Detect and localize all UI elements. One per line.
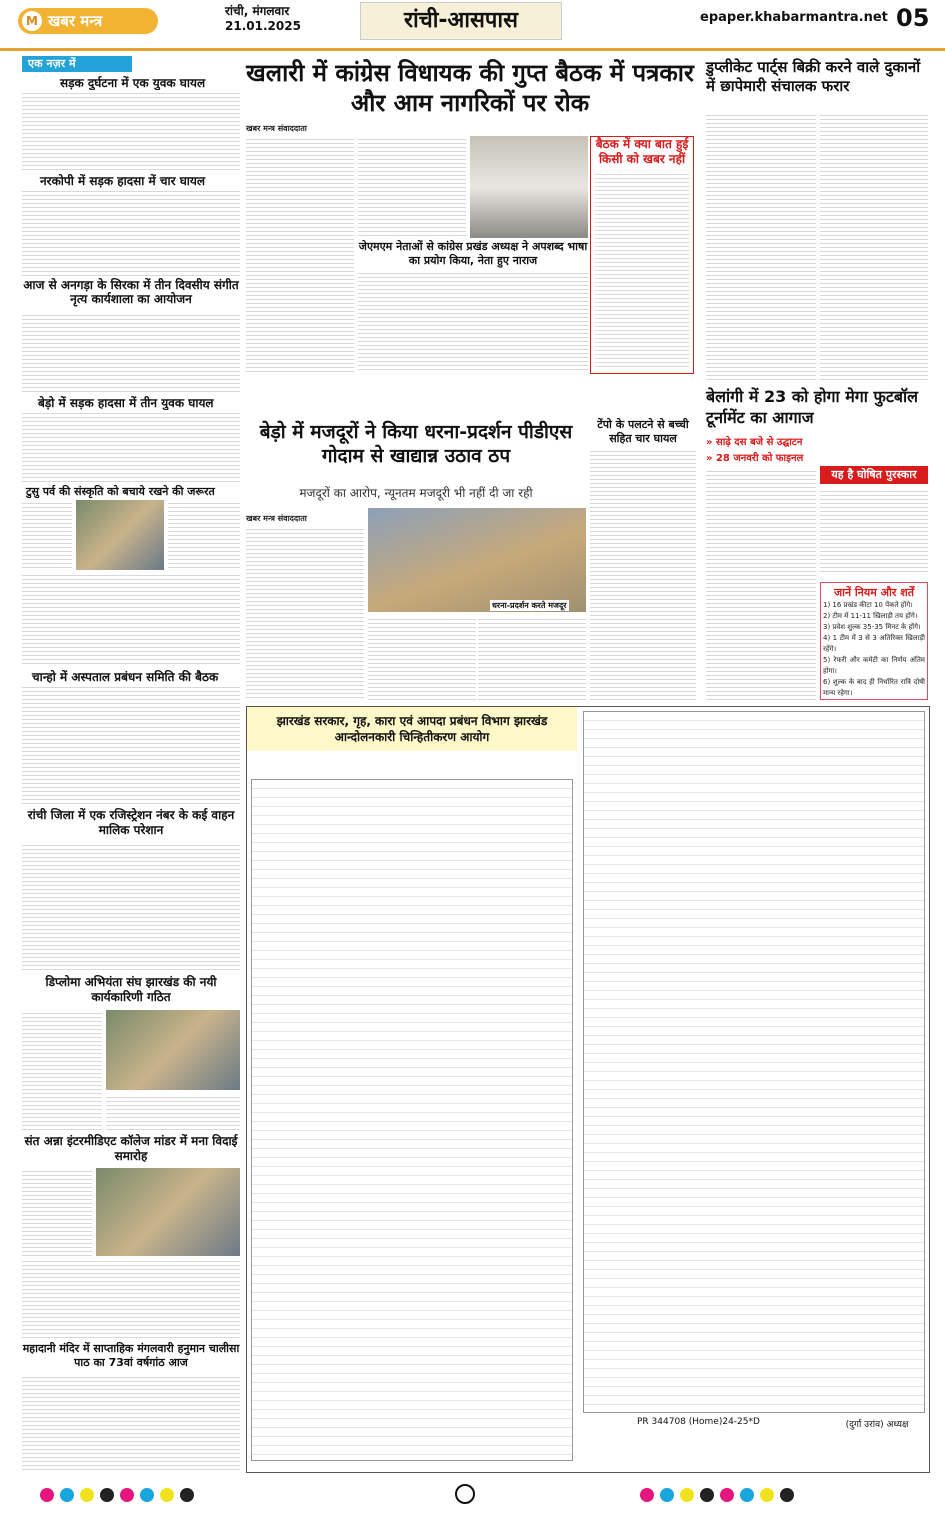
- headline: संत अन्ना इंटरमीडिएट कॉलेज मांडर में मना विदाई समारोह: [24, 1134, 238, 1163]
- article-text: [22, 1374, 240, 1470]
- prize-title: यह है घोषित पुरस्कार: [820, 466, 928, 484]
- color-dot: [780, 1488, 794, 1502]
- logo-icon: M: [22, 11, 42, 31]
- byline: खबर मन्त्र संवाददाता: [246, 124, 307, 133]
- article-text: [820, 112, 928, 382]
- color-dot: [40, 1488, 54, 1502]
- notice-table-left: [251, 779, 573, 1461]
- date-line: रांची, मंगलवार 21.01.2025: [225, 4, 301, 33]
- bero-headline: बेड़ो में मजदूरों ने किया धरना-प्रदर्शन पीडीएस गोदाम से खाद्यान्न उठाव ठप: [259, 421, 573, 467]
- rule-item: 3) प्रवेश शुल्क 35-35 मिनट के होंगे।: [823, 623, 921, 631]
- box-title: बैठक में क्या बात हुई किसी को खबर नहीं: [595, 137, 689, 166]
- point: » साढ़े दस बजे से उद्घाटन: [706, 437, 803, 448]
- section-tag: एक नज़र में: [22, 56, 132, 72]
- headline: आज से अनगड़ा के सिरका में तीन दिवसीय संगीत नृत्य कार्यशाला का आयोजन: [23, 278, 239, 306]
- color-dot: [740, 1488, 754, 1502]
- article-text: [168, 500, 240, 570]
- article-text: [22, 1010, 102, 1130]
- headline: टेंपो के पलटने से बच्ची सहित चार घायल: [597, 418, 689, 445]
- epaper-link[interactable]: epaper.khabarmantra.net: [700, 10, 888, 25]
- color-dot: [700, 1488, 714, 1502]
- color-dot: [760, 1488, 774, 1502]
- color-bar-right: [640, 1488, 794, 1502]
- rule-item: 5) रेफरी और कमेटी का निर्णय अंतिम होगा।: [823, 656, 925, 675]
- color-dot: [120, 1488, 134, 1502]
- notice-title: झारखंड सरकार, गृह, कारा एवं आपदा प्रबंधन विभाग झारखंड आन्दोलनकारी चिन्हितीकरण आयोग: [247, 707, 577, 751]
- color-dot: [640, 1488, 654, 1502]
- box-text: [595, 171, 689, 367]
- brand-logo[interactable]: [18, 8, 158, 34]
- brand-name: खबर मन्त्र: [48, 12, 103, 30]
- article-text: [368, 616, 476, 700]
- headline: नरकोपी में सड़क हादसा में चार घायल: [40, 174, 205, 188]
- article-text: [22, 188, 240, 276]
- govt-notice: [246, 706, 930, 1473]
- color-dot: [100, 1488, 114, 1502]
- color-dot: [140, 1488, 154, 1502]
- color-dot: [60, 1488, 74, 1502]
- color-dot: [720, 1488, 734, 1502]
- article-text: [106, 1094, 240, 1130]
- prize-text: [820, 488, 928, 574]
- article-text: [590, 448, 696, 700]
- headline: सड़क दुर्घटना में एक युवक घायल: [60, 76, 206, 90]
- page-number: 05: [896, 4, 930, 32]
- article-text: [22, 842, 240, 972]
- crosshair-icon: [455, 1484, 475, 1504]
- color-bar-left: [40, 1488, 194, 1502]
- section-title: रांची-आसपास: [360, 2, 562, 40]
- protest-photo: [368, 508, 586, 612]
- color-dot: [180, 1488, 194, 1502]
- article-text: [358, 136, 466, 236]
- lead-headline: खलारी में कांग्रेस विधायक की गुप्त बैठक में पत्रकार और आम नागरिकों पर रोक: [246, 59, 694, 117]
- headline: महादानी मंदिर में साप्ताहिक मंगलवारी हनुमान चालीसा पाठ का 73वां वर्षगांठ आज: [22, 1342, 240, 1369]
- article-text: [22, 410, 240, 482]
- article-text: [22, 684, 240, 804]
- vehicle-photo: [470, 136, 588, 238]
- article-text: [22, 90, 240, 170]
- rule-item: 1) 16 प्रखंड कीटा 10 पेंकते होंगे।: [823, 601, 913, 609]
- rule-item: 6) शुल्क के बाद ही निर्धारित रात्रि दोषी मान्य रहेगा।: [823, 678, 925, 697]
- article-text: [22, 312, 240, 392]
- photo-caption: जेएमएम नेताओं से कांग्रेस प्रखंड अध्यक्ष ने अपशब्द भाषा का प्रयोग किया, नेता हुए नाराज: [358, 240, 588, 267]
- photo-caption: धरना-प्रदर्शन करते मजदूर: [492, 601, 567, 610]
- color-dot: [160, 1488, 174, 1502]
- color-dot: [660, 1488, 674, 1502]
- article-text: [478, 616, 586, 700]
- info-box: [590, 136, 694, 374]
- headline: चान्हो में अस्पताल प्रबंधन समिति की बैठक: [32, 670, 219, 684]
- article-text: [246, 526, 364, 700]
- headline: बेलांगी में 23 को होगा मेगा फुटबॉल टूर्नामेंट का आगाज: [706, 387, 919, 427]
- article-text: [246, 136, 354, 372]
- rules-box: [820, 582, 928, 700]
- rule-item: 2) टीम में 11-11 खिलाड़ी तय होंगे।: [823, 612, 918, 620]
- color-dot: [680, 1488, 694, 1502]
- headline: डिप्लोमा अभियंता संघ झारखंड की नयी कार्यकारिणी गठित: [45, 975, 217, 1004]
- rules-title: जानें नियम और शर्तें: [833, 586, 915, 599]
- byline: खबर मन्त्र संवाददाता: [246, 514, 307, 523]
- article-text: [22, 1258, 240, 1338]
- headline: टुसु पर्व की संस्कृति को बचाये रखने की जरूरत: [26, 485, 215, 498]
- group-photo: [106, 1010, 240, 1090]
- signature: (दुर्गा उरांव) अध्यक्ष: [845, 1420, 909, 1430]
- notice-table-right: [583, 711, 925, 1413]
- article-text: [22, 572, 240, 664]
- article-text: [706, 468, 816, 700]
- tusu-photo: [76, 500, 164, 570]
- headline: डुप्लीकेट पार्ट्स बिक्री करने वाले दुकानों में छापेमारी संचालक फरार: [706, 58, 921, 95]
- article-text: [22, 1168, 92, 1256]
- masthead: [0, 0, 945, 51]
- point: » 28 जनवरी को फाइनल: [706, 453, 804, 464]
- headline: बेड़ो में सड़क हादसा में तीन युवक घायल: [38, 396, 214, 410]
- headline: रांची जिला में एक रजिस्ट्रेशन नंबर के कई वाहन मालिक परेशान: [27, 808, 235, 837]
- farewell-photo: [96, 1168, 240, 1256]
- rule-item: 4) 1 टीम में 3 से 3 अतिरिक्त खिलाड़ी रहेंगे।: [823, 634, 925, 653]
- article-text: [706, 112, 816, 382]
- bero-subhead: मजदूरों का आरोप, न्यूनतम मजदूरी भी नहीं दी जा रही: [299, 486, 533, 500]
- article-text: [22, 500, 72, 570]
- article-text: [358, 270, 588, 372]
- pr-number: PR 344708 (Home)24-25*D: [637, 1417, 760, 1427]
- color-dot: [80, 1488, 94, 1502]
